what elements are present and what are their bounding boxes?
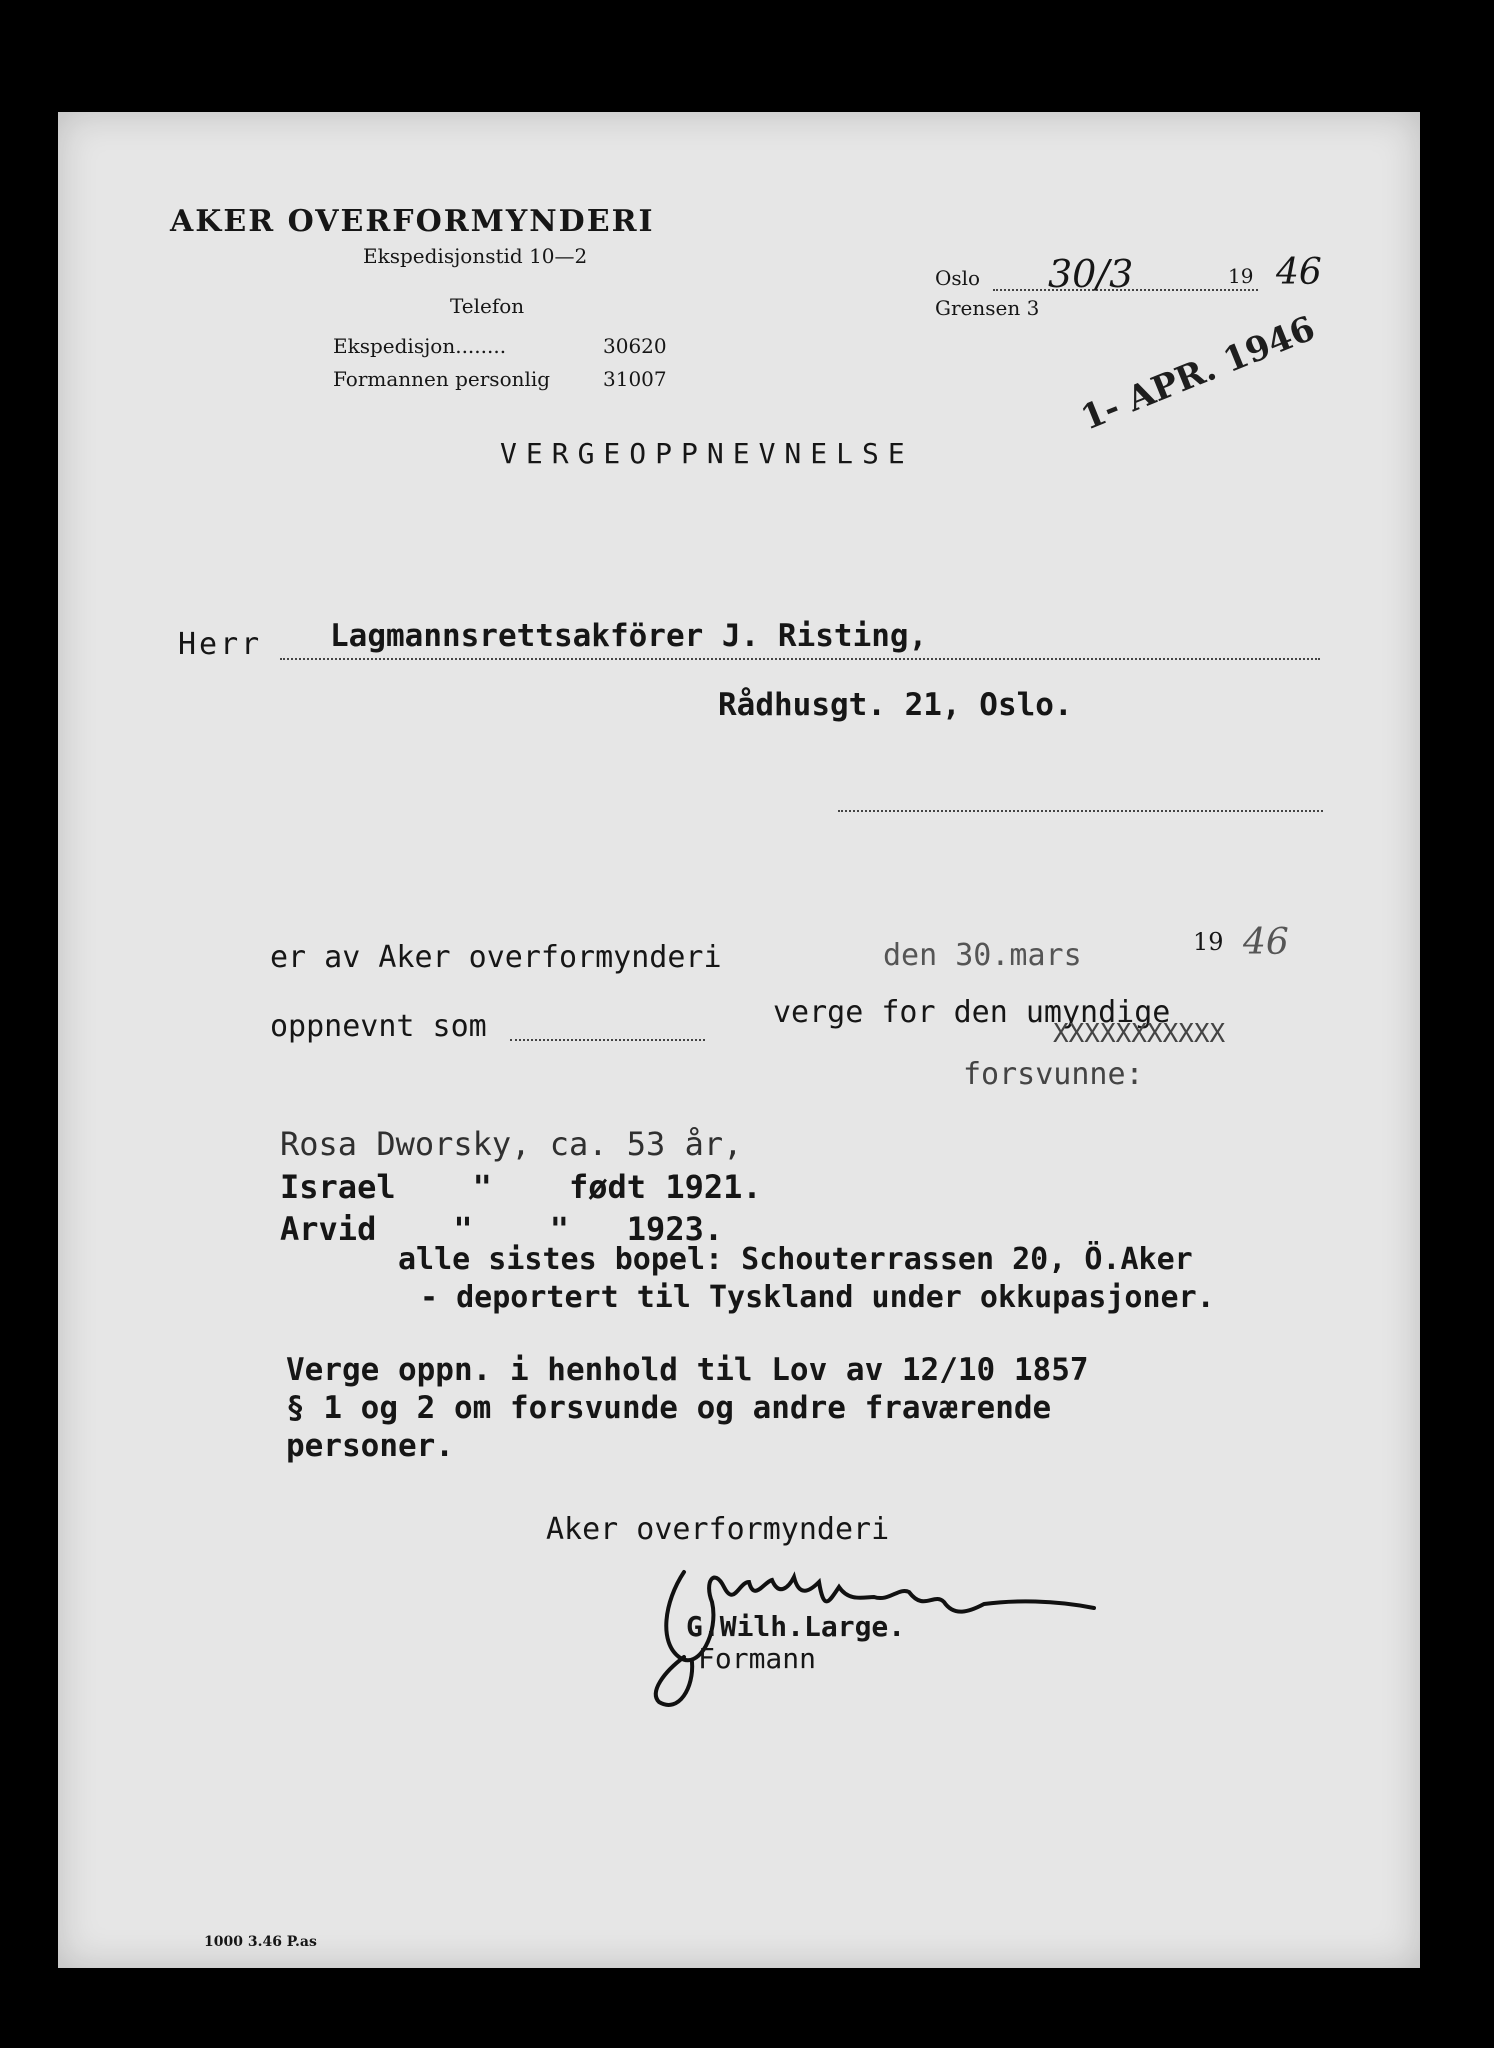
recipient-name: Lagmannsrettsakförer J. Risting, [330, 618, 928, 654]
deported-line: - deportert til Tyskland under okkupasjoner. [420, 1280, 1215, 1315]
last-address-line: alle sistes bopel: Schouterrassen 20, Ö.Aker [398, 1242, 1193, 1277]
body-line-1: er av Aker overformynderi [270, 940, 722, 975]
print-code: 1000 3.46 P.as [204, 1934, 317, 1950]
date-handwritten: 30/3 [1048, 252, 1134, 296]
body-line-2a: oppnevnt som [270, 1009, 487, 1044]
year-handwritten: 46 [1276, 252, 1322, 293]
address-dotted-line [838, 810, 1323, 812]
formann-label: Formannen personlig [333, 367, 551, 391]
legal-line-2: § 1 og 2 om forsvunde og andre fraværende [286, 1390, 1052, 1426]
legal-line-3: personer. [286, 1428, 454, 1464]
body-line-2b: verge for den umyndige [773, 995, 1171, 1030]
signature-org: Aker overformynderi [546, 1512, 890, 1547]
city-label: Oslo [935, 266, 981, 290]
expedition-number: 30620 [603, 334, 667, 358]
body-line-3: forsvunne: [963, 1057, 1144, 1092]
role-dotted-line [510, 1039, 705, 1041]
expedition-label: Ekspedisjon........ [333, 334, 507, 358]
body-year-handwritten: 46 [1243, 922, 1289, 963]
office-hours: Ekspedisjonstid 10—2 [363, 244, 588, 268]
struck-xs: XXXXXXXXXXX [1053, 1019, 1226, 1049]
document-page [58, 112, 1420, 1968]
year-prefix: 19 [1228, 264, 1254, 288]
person-1: Rosa Dworsky, ca. 53 år, [280, 1125, 743, 1163]
recipient-dotted-line [280, 658, 1320, 660]
person-3: Arvid " " 1923. [280, 1210, 724, 1248]
received-stamp: 1- APR. 1946 [1075, 308, 1321, 439]
herr-label: Herr [178, 627, 263, 662]
telefon-label: Telefon [450, 294, 525, 318]
person-2: Israel " født 1921. [280, 1168, 762, 1206]
appointment-date: den 30.mars [883, 938, 1082, 973]
formann-number: 31007 [603, 367, 667, 391]
office-address: Grensen 3 [935, 296, 1040, 320]
document-title: VERGEOPPNEVNELSE [500, 437, 914, 470]
legal-line-1: Verge oppn. i henhold til Lov av 12/10 1857 [286, 1352, 1089, 1388]
recipient-address: Rådhusgt. 21, Oslo. [718, 687, 1073, 723]
signature-name: G.Wilh.Large. [686, 1610, 906, 1643]
body-year-prefix: 19 [1193, 928, 1224, 956]
signature-title: Formann [698, 1642, 817, 1675]
org-name: AKER OVERFORMYNDERI [170, 204, 655, 239]
